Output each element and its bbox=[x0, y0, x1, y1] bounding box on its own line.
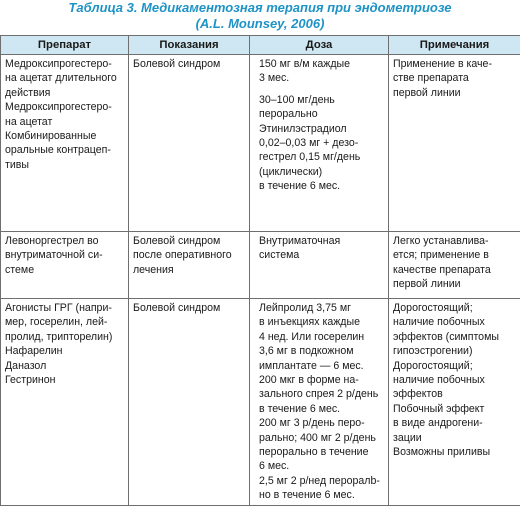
cell-line: 3 мес. bbox=[259, 71, 384, 85]
drug-cell bbox=[1, 55, 129, 232]
drug-cell bbox=[1, 232, 129, 299]
indication-cell bbox=[129, 232, 250, 299]
indication-cell bbox=[129, 299, 250, 506]
cell-line: 200 мкг в форме на- bbox=[259, 373, 384, 387]
cell-line: 0,02–0,03 мг + дезо- bbox=[259, 136, 384, 150]
caption-source: (A.L. Mounsey, 2006) bbox=[0, 16, 520, 32]
cell-line: Этинилэстрадиол bbox=[259, 122, 384, 136]
cell-line: на ацетат длительного bbox=[5, 71, 124, 85]
cell-line: Болевой синдром bbox=[133, 234, 245, 248]
cell-line: 2,5 мг 2 р/нед пероралb- bbox=[259, 474, 384, 488]
cell-line: качестве препарата bbox=[393, 263, 516, 277]
table-row bbox=[1, 232, 520, 299]
cell-line: в течение 6 мес. bbox=[259, 402, 384, 416]
header-drug: Препарат bbox=[1, 36, 129, 55]
table-row bbox=[1, 299, 520, 506]
cell-line: Медроксипрогестеро- bbox=[5, 100, 124, 114]
cell-line: тивы bbox=[5, 158, 124, 172]
cell-line: 200 мг 3 р/день перо- bbox=[259, 416, 384, 430]
cell-line: ется; применение в bbox=[393, 248, 516, 262]
dose-cell bbox=[250, 232, 389, 299]
cell-line: эффектов (симптомы bbox=[393, 330, 516, 344]
cell-line: Возможны приливы bbox=[393, 445, 516, 459]
cell-line: 4 нед. Или госерелин bbox=[259, 330, 384, 344]
cell-line: первой линии bbox=[393, 86, 516, 100]
notes-cell bbox=[389, 299, 520, 506]
cell-line: Даназол bbox=[5, 359, 124, 373]
cell-line: в инъекциях каждые bbox=[259, 315, 384, 329]
cell-line: Медроксипрогестеро- bbox=[5, 57, 124, 71]
cell-line: (циклически) bbox=[259, 165, 384, 179]
cell-line: Легко устанавлива- bbox=[393, 234, 516, 248]
cell-line: стве препарата bbox=[393, 71, 516, 85]
cell-line: Дорогостоящий; bbox=[393, 301, 516, 315]
notes-cell bbox=[389, 232, 520, 299]
cell-line: 30–100 мг/день bbox=[259, 93, 384, 107]
cell-line: рально; 400 мг 2 р/день bbox=[259, 431, 384, 445]
cell-line: стеме bbox=[5, 263, 124, 277]
cell-line: наличие побочных bbox=[393, 315, 516, 329]
cell-line: Применение в каче- bbox=[393, 57, 516, 71]
cell-line: действия bbox=[5, 86, 124, 100]
cell-line: 3,6 мг в подкожном bbox=[259, 344, 384, 358]
cell-line: но в течение 6 мес. bbox=[259, 488, 384, 502]
cell-line: зации bbox=[393, 431, 516, 445]
cell-line: в виде андрогени- bbox=[393, 416, 516, 430]
cell-line: имплантате — 6 мес. bbox=[259, 359, 384, 373]
cell-line: на ацетат bbox=[5, 115, 124, 129]
cell-line: Побочный эффект bbox=[393, 402, 516, 416]
cell-line: система bbox=[259, 248, 384, 262]
cell-line: эффектов bbox=[393, 387, 516, 401]
cell-line: гипоэстрогении) bbox=[393, 344, 516, 358]
cell-line: 150 мг в/м каждые bbox=[259, 57, 384, 71]
cell-line: Гестринон bbox=[5, 373, 124, 387]
cell-line: гестрел 0,15 мг/день bbox=[259, 150, 384, 164]
header-dose: Доза bbox=[250, 36, 389, 55]
cell-line: лечения bbox=[133, 263, 245, 277]
table-header-row bbox=[1, 36, 520, 55]
cell-line: Лейпролид 3,75 мг bbox=[259, 301, 384, 315]
cell-line: пролид, трипторелин) bbox=[5, 330, 124, 344]
caption-title: Таблица 3. Медикаментозная терапия при эндометриозе bbox=[0, 0, 520, 16]
cell-line: зального спрея 2 р/день bbox=[259, 387, 384, 401]
header-notes: Примечания bbox=[389, 36, 520, 55]
table-row bbox=[1, 55, 520, 232]
cell-line: первой линии bbox=[393, 277, 516, 291]
cell-line: перорально в течение bbox=[259, 445, 384, 459]
dose-cell bbox=[250, 299, 389, 506]
cell-line: Болевой синдром bbox=[133, 301, 245, 315]
cell-line: Внутриматочная bbox=[259, 234, 384, 248]
cell-line: мер, госерелин, лей- bbox=[5, 315, 124, 329]
table-caption bbox=[0, 0, 520, 31]
indication-cell bbox=[129, 55, 250, 232]
cell-line: 6 мес. bbox=[259, 459, 384, 473]
cell-line: Нафарелин bbox=[5, 344, 124, 358]
cell-line: Дорогостоящий; bbox=[393, 359, 516, 373]
cell-line: Комбинированные bbox=[5, 129, 124, 143]
dose-cell bbox=[250, 55, 389, 232]
drug-cell bbox=[1, 299, 129, 506]
cell-line: наличие побочных bbox=[393, 373, 516, 387]
cell-line: после оперативного bbox=[133, 248, 245, 262]
cell-line: в течение 6 мес. bbox=[259, 179, 384, 193]
cell-line: внутриматочной си- bbox=[5, 248, 124, 262]
notes-cell bbox=[389, 55, 520, 232]
cell-line: оральные контрацеп- bbox=[5, 143, 124, 157]
cell-line: Левоноргестрел во bbox=[5, 234, 124, 248]
cell-line: перорально bbox=[259, 107, 384, 121]
header-indication: Показания bbox=[129, 36, 250, 55]
cell-line: Болевой синдром bbox=[133, 57, 245, 71]
cell-line: Агонисты ГРГ (напри- bbox=[5, 301, 124, 315]
therapy-table bbox=[0, 35, 520, 506]
